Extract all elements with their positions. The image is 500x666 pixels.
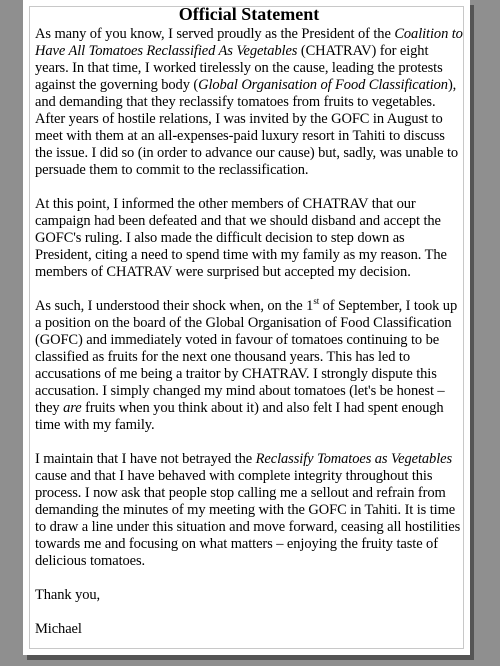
document-page xyxy=(23,0,470,655)
paragraph-1-text-a: As many of you know, I served proudly as the President of the xyxy=(35,26,395,42)
paragraph-4-text-b: cause and that I have behaved with complete integrity throughout this process. I now ask that people stop calling me a sellout and refrain from demanding the minutes of my meeting with the GOFC in Tahiti. It is time to draw a line under this situation and move forward, ceasing all hostilities towards me and focusing on what matters – enjoying the fruity taste of delicious tomatoes. xyxy=(35,468,461,569)
closing-line: Thank you, xyxy=(35,587,101,603)
cause-name: Reclassify Tomatoes as Vegetables xyxy=(255,451,452,467)
governing-body-name: Global Organisation of Food Classification xyxy=(198,77,448,93)
paragraph-3-text-c: fruits when you think about it) and also felt I had spent enough time with my family. xyxy=(35,400,444,433)
document-body xyxy=(35,2,463,638)
paragraph-4 xyxy=(35,451,463,570)
paragraph-1-text-b: (CHATRAV) for eight years. In that time, I worked tirelessly on the cause, leading the protests against the governing body ( xyxy=(35,43,443,93)
paragraph-3-text-a: As such, I understood their shock when, on the 1 xyxy=(35,298,314,314)
paragraph-3 xyxy=(35,298,463,434)
paragraph-3-text-b: of September, I took up a position on the board of the Global Organisation of Food Classification (GOFC) and immediately voted in favour of tomatoes continuing to be classified as fruits for the next one thousand years. This has led to accusations of me being a traitor by CHATRAV. I strongly dispute this accusation. I simply changed my mind about tomatoes (let's be honest – they xyxy=(35,298,458,416)
ordinal-suffix: st xyxy=(313,296,320,307)
emphasis-are: are xyxy=(63,400,82,416)
paragraph-1-text-c: ), and demanding that they reclassify tomatoes from fruits to vegetables. After years of hostile relations, I was invited by the GOFC in August to meet with them at an all-expenses-paid luxury resort in Tahiti to discuss the issue. I did so (in order to advance our cause) but, sadly, was unable to persuade them to commit to the reclassification. xyxy=(35,77,459,178)
document-title: Official Statement xyxy=(178,4,320,24)
paragraph-4-text-a: I maintain that I have not betrayed the xyxy=(35,451,256,467)
signature: Michael xyxy=(35,621,82,637)
paragraph-1 xyxy=(35,26,463,179)
coalition-name: Coalition to Have All Tomatoes Reclassified As Vegetables xyxy=(35,26,463,59)
paragraph-2: At this point, I informed the other members of CHATRAV that our campaign had been defeated and that we should disband and accept the GOFC's ruling. I also made the difficult decision to step down as President, citing a need to spend time with my family as my reason. The members of CHATRAV were surprised but accepted my decision. xyxy=(35,196,447,280)
